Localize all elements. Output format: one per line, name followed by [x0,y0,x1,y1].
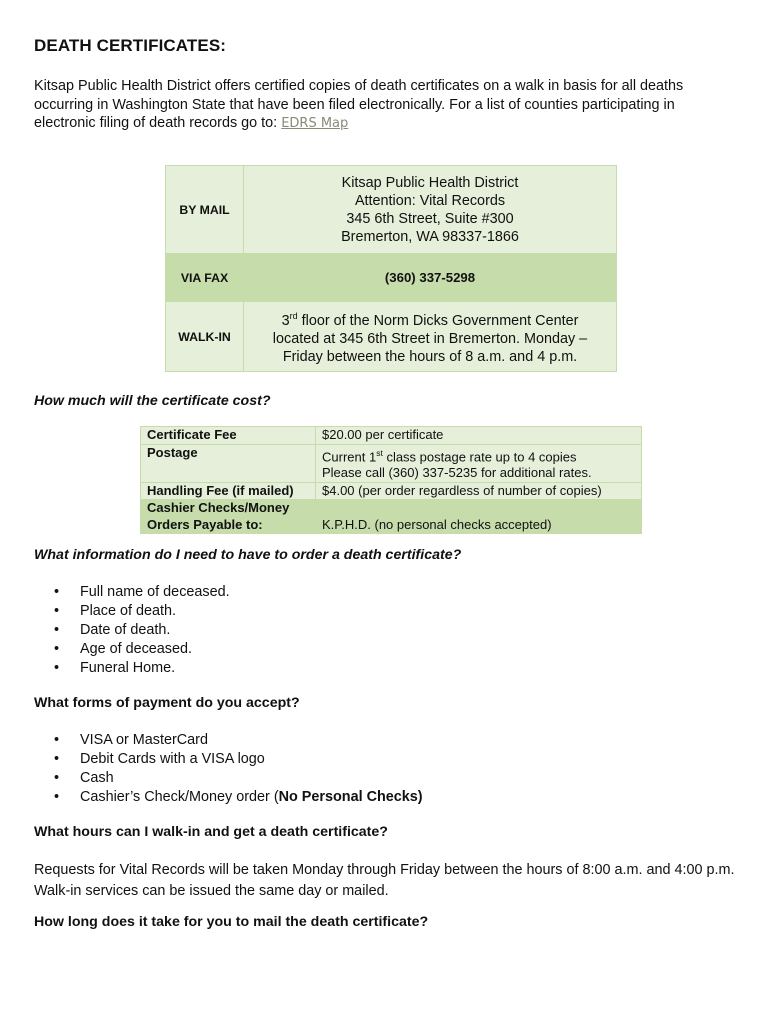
list-item-text: Age of deceased. [80,641,193,657]
fee-row [141,444,642,482]
list-item [54,769,423,788]
list-item [54,640,230,659]
by-mail-label: BY MAIL [166,166,244,254]
walk-in-line-text: floor of the Norm Dicks Government Center [297,312,579,329]
walk-in-details [244,302,617,372]
list-item [54,583,230,602]
list-item [54,731,423,750]
mail-address [244,166,617,254]
list-item [54,621,230,640]
page-title: DEATH CERTIFICATES: [34,36,227,55]
list-item-text: Debit Cards with a VISA logo [80,751,265,767]
fee-value [316,444,642,482]
mail-address-line: Kitsap Public Health District [341,174,519,191]
list-item [54,659,230,678]
mail-address-line: Attention: Vital Records [354,192,506,209]
fee-label: Handling Fee (if mailed) [141,482,316,500]
edrs-map-link[interactable]: EDRS Map [281,116,349,131]
walk-in-line [244,307,616,330]
question-hours: What hours can I walk-in and get a death certificate? [34,824,388,840]
postage-line [322,445,635,466]
fee-value: $20.00 per certificate [316,427,642,445]
walk-in-line: located at 345 6th Street in Bremerton. Monday – [272,330,588,347]
bullet-icon: • [54,789,60,805]
fee-table [140,426,642,534]
fee-row [141,427,642,445]
list-item-text: Date of death. [80,622,171,638]
contact-methods-table [165,165,617,372]
fee-label: Certificate Fee [141,427,316,445]
question-payment: What forms of payment do you accept? [34,695,300,711]
bullet-icon: • [54,641,60,657]
walk-in-line: Friday between the hours of 8 a.m. and 4 p.m. [282,348,578,365]
payable-label-line: Orders Payable to: [147,516,263,532]
postage-text: Current 1 [322,448,377,464]
postage-text: class postage rate up to 4 copies [382,448,577,464]
info-list [54,583,230,678]
mail-address-line: Bremerton, WA 98337-1866 [341,228,519,245]
list-item [54,750,423,769]
bullet-icon: • [54,770,60,786]
list-item-text: Full name of deceased. [80,584,230,600]
payable-label-line: Cashier Checks/Money [147,500,290,516]
contact-row-fax [166,254,617,302]
question-mail-time: How long does it take for you to mail the death certificate? [34,914,429,930]
intro-text: Kitsap Public Health District offers certified copies of death certificates on a walk in basis for all deaths occurring in Washington State that have been filed electronically. For a list of counties participating in electronic filing of death records go to: [34,78,684,131]
bullet-icon: • [54,732,60,748]
question-cost: How much will the certificate cost? [34,393,271,409]
fee-label: Postage [141,444,316,482]
list-item-text: Cashier’s Check/Money order ( [80,789,279,805]
fee-value: $4.00 (per order regardless of number of copies) [316,482,642,500]
fee-value: K.P.H.D. (no personal checks accepted) [316,500,642,534]
fax-number: (360) 337-5298 [244,254,617,302]
bullet-icon: • [54,622,60,638]
fee-row [141,500,642,534]
list-item-text: Place of death. [80,603,177,619]
list-item [54,602,230,621]
bullet-icon: • [54,603,60,619]
bullet-icon: • [54,660,60,676]
bullet-icon: • [54,584,60,600]
intro-paragraph [34,77,739,134]
list-item [54,788,423,807]
payment-list [54,731,423,807]
contact-row-mail [166,166,617,254]
via-fax-label: VIA FAX [166,254,244,302]
postage-sup: st [376,447,383,458]
hours-paragraph: Requests for Vital Records will be taken Monday through Friday between the hours of 8:00 a.m. and 4:00 p.m. Walk-in services can be issued the same day or mailed. [34,862,735,899]
list-item-text: Cash [80,770,114,786]
mail-address-line: 345 6th Street, Suite #300 [346,210,514,227]
no-personal-checks-note: No Personal Checks) [278,789,423,805]
floor-number: 3 [281,312,290,329]
fee-label [141,500,316,534]
contact-row-walkin [166,302,617,372]
walk-in-label: WALK-IN [166,302,244,372]
list-item-text: VISA or MasterCard [80,732,208,748]
question-info: What information do I need to have to order a death certificate? [34,547,462,563]
fee-row [141,482,642,500]
postage-line: Please call (360) 337-5235 for additional rates. [322,465,592,481]
list-item-text: Funeral Home. [80,660,176,676]
bullet-icon: • [54,751,60,767]
floor-suffix: rd [289,311,298,322]
